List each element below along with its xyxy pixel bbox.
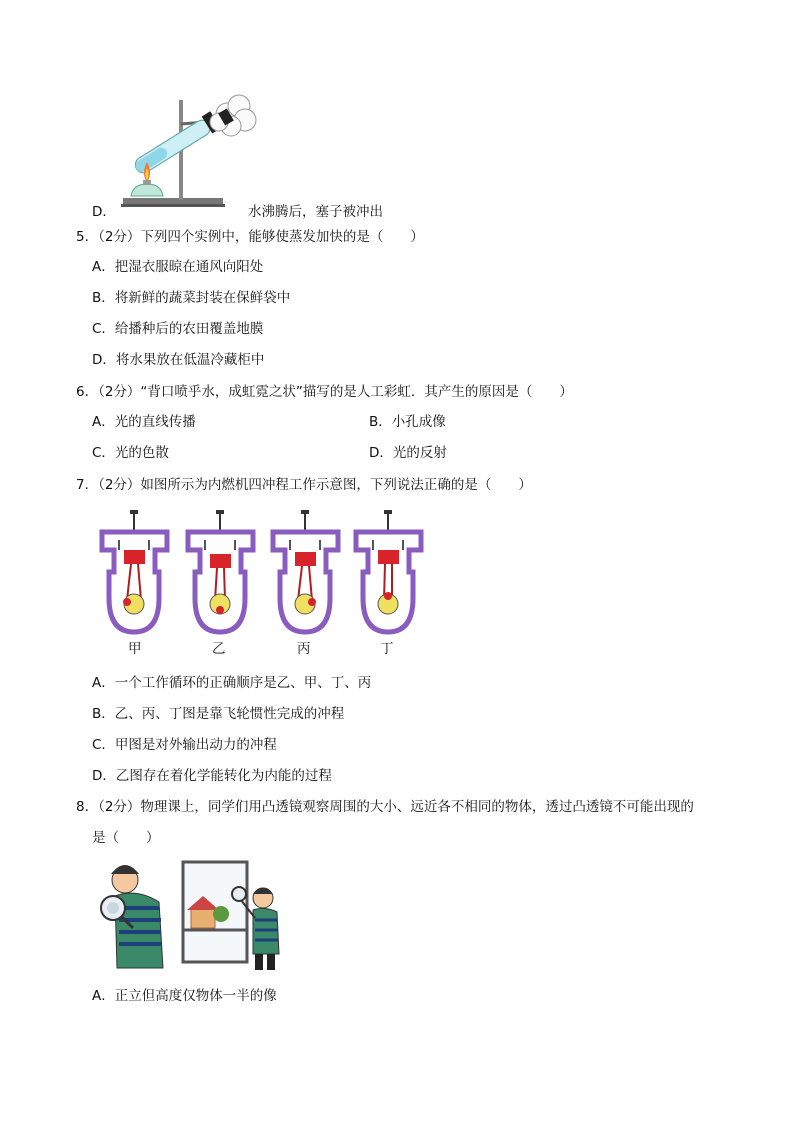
q7-option-c: C．甲图是对外输出动力的冲程 bbox=[92, 737, 277, 753]
q6-stem: 6．（2分）“背口喷乎水，成虹霓之状”描写的是人工彩虹．其产生的原因是（ ） bbox=[76, 384, 573, 400]
engine-diagram-ding bbox=[351, 510, 426, 635]
q8-stem-line2: 是（ ） bbox=[92, 830, 160, 846]
q5-option-d: D．将水果放在低温冷藏柜中 bbox=[92, 352, 265, 368]
q6-option-b: B．小孔成像 bbox=[369, 414, 446, 430]
lens-observation-figure bbox=[97, 858, 287, 973]
engine-diagram-yi bbox=[183, 510, 258, 635]
q5-option-a: A．把湿衣服晾在通风向阳处 bbox=[92, 259, 264, 275]
q5-option-b: B．将新鲜的蔬菜封装在保鲜袋中 bbox=[92, 290, 291, 306]
test-tube-heating-figure bbox=[115, 92, 255, 212]
q4-option-d-letter: D． bbox=[92, 204, 116, 220]
engine-diagram-bing bbox=[268, 510, 343, 635]
q4-option-d-text: 水沸腾后，塞子被冲出 bbox=[248, 204, 383, 220]
q6-option-d: D．光的反射 bbox=[369, 445, 447, 461]
q8-stem-line1: 8．（2分）物理课上，同学们用凸透镜观察周围的大小、远近各不相同的物体，透过凸透镜不可能出现的 bbox=[76, 799, 694, 815]
engine-label-jia: 甲 bbox=[128, 641, 142, 657]
q7-stem: 7．（2分）如图所示为内燃机四冲程工作示意图，下列说法正确的是（ ） bbox=[76, 477, 532, 493]
engine-diagram-jia bbox=[97, 510, 172, 635]
q7-option-b: B．乙、丙、丁图是靠飞轮惯性完成的冲程 bbox=[92, 706, 345, 722]
q7-option-a: A．一个工作循环的正确顺序是乙、甲、丁、丙 bbox=[92, 675, 372, 691]
engine-label-ding: 丁 bbox=[380, 641, 394, 657]
q6-option-a: A．光的直线传播 bbox=[92, 414, 196, 430]
q5-option-c: C．给播种后的农田覆盖地膜 bbox=[92, 321, 264, 337]
q5-stem: 5．（2分）下列四个实例中，能够使蒸发加快的是（ ） bbox=[76, 229, 424, 245]
q8-option-a: A．正立但高度仅物体一半的像 bbox=[92, 988, 277, 1004]
engine-label-yi: 乙 bbox=[212, 641, 226, 657]
q6-option-c: C．光的色散 bbox=[92, 445, 169, 461]
q7-option-d: D．乙图存在着化学能转化为内能的过程 bbox=[92, 768, 332, 784]
engine-label-bing: 丙 bbox=[297, 641, 311, 657]
